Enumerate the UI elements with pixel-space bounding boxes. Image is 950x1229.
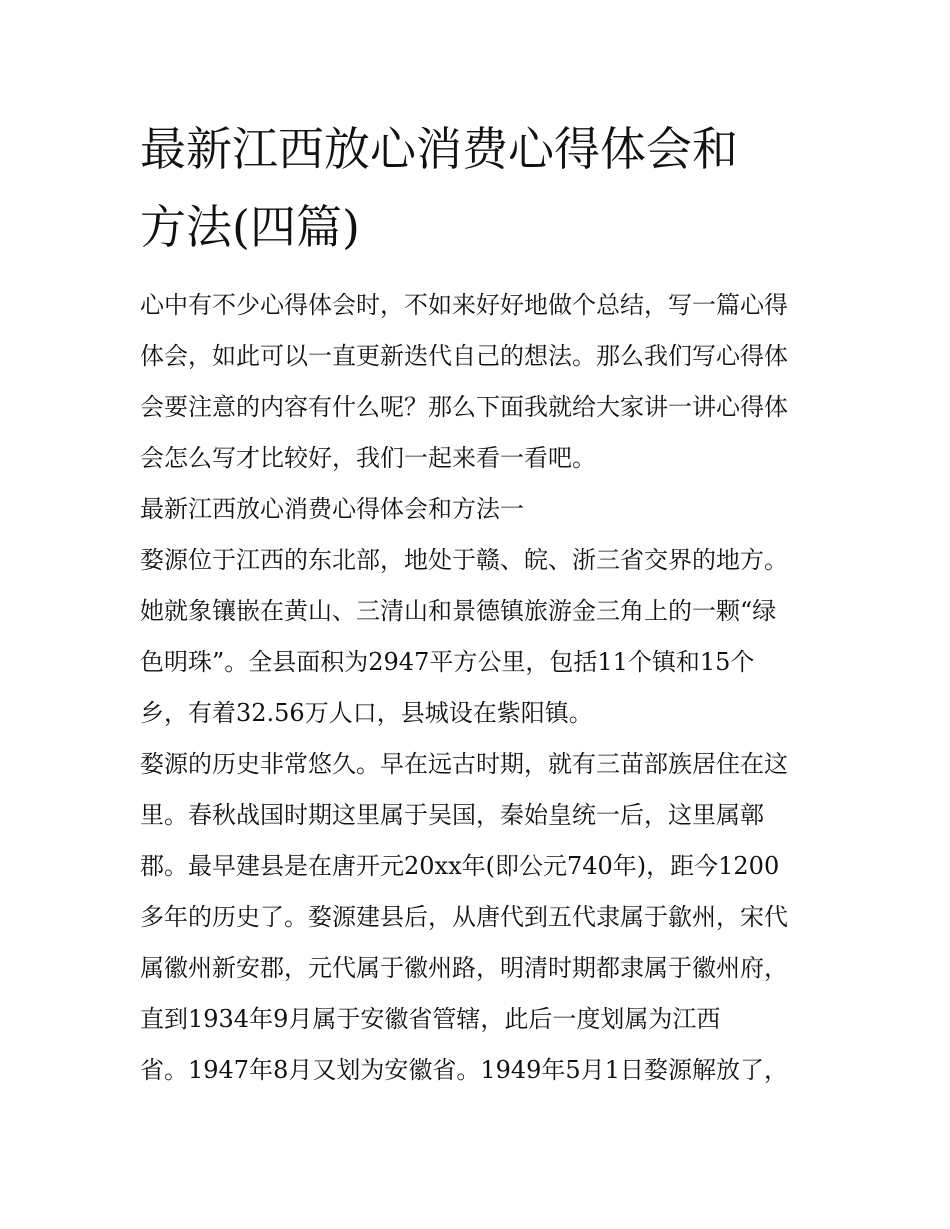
text-line: 色明珠”。全县面积为2947平方公里，包括11个镇和15个 [140, 648, 755, 676]
text-line: 直到1934年9月属于安徽省管辖，此后一度划属为江西 [140, 1005, 721, 1033]
text-line: 乡，有着32.56万人口，县城设在紫阳镇。 [140, 699, 593, 727]
text-line: 心中有不少心得体会时，不如来好好地做个总结，写一篇心得 [140, 291, 788, 319]
text-line: 会怎么写才比较好，我们一起来看一看吧。 [140, 444, 596, 472]
title-line-2: 方法(四篇) [140, 200, 360, 254]
text-line: 属徽州新安郡，元代属于徽州路，明清时期都隶属于徽州府， [140, 954, 788, 982]
title-line-1: 最新江西放心消费心得体会和 [140, 122, 738, 176]
document-body [140, 280, 820, 1096]
text-line: 婺源的历史非常悠久。早在远古时期，就有三苗部族居住在这 [140, 750, 788, 778]
text-line: 她就象镶嵌在黄山、三清山和景德镇旅游金三角上的一颗“绿 [140, 597, 777, 625]
text-line: 省。1947年8月又划为安徽省。1949年5月1日婺源解放了， [140, 1056, 788, 1084]
text-line: 会要注意的内容有什么呢？那么下面我就给大家讲一讲心得体 [140, 393, 788, 421]
text-line: 婺源位于江西的东北部，地处于赣、皖、浙三省交界的地方。 [140, 546, 788, 574]
document-title [140, 110, 820, 266]
text-line: 体会，如此可以一直更新迭代自己的想法。那么我们写心得体 [140, 342, 788, 370]
text-line: 里。春秋战国时期这里属于吴国，秦始皇统一后，这里属鄣 [140, 801, 764, 829]
document-page [140, 110, 820, 1096]
section-heading: 最新江西放心消费心得体会和方法一 [140, 495, 524, 523]
text-line: 多年的历史了。婺源建县后，从唐代到五代隶属于歙州，宋代 [140, 903, 788, 931]
text-line: 郡。最早建县是在唐开元20xx年(即公元740年)，距今1200 [140, 852, 780, 880]
